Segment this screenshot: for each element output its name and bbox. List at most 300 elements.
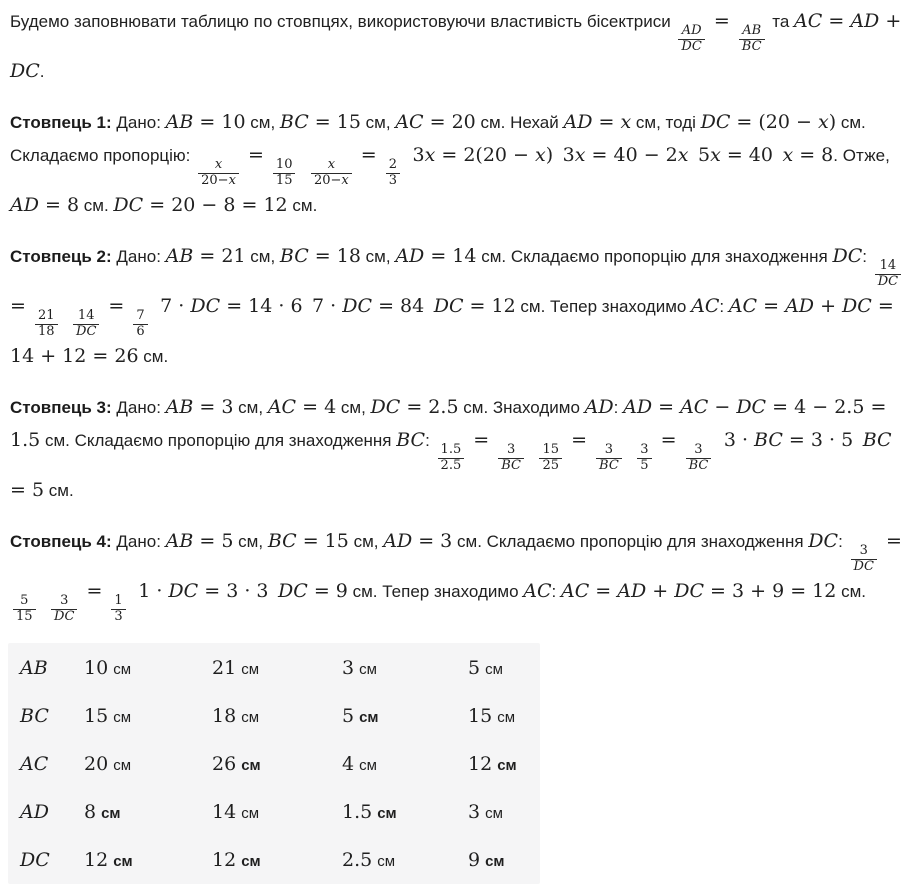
math-expression — [396, 429, 425, 451]
math-variable: x — [574, 144, 586, 167]
cell-unit: см — [113, 853, 133, 871]
math-variable: BC — [741, 39, 762, 55]
math-variable: BC — [599, 458, 619, 474]
cell-unit: см — [377, 805, 397, 823]
math-number: 7 · — [150, 295, 191, 318]
math-variable: BC — [501, 458, 521, 474]
cell-value: 3 — [468, 801, 481, 824]
table-cell-given — [212, 705, 342, 727]
math-variable: AB — [165, 396, 194, 419]
math-variable: BC — [279, 111, 309, 134]
math-variable: DC — [76, 324, 97, 340]
fraction-denominator — [686, 458, 712, 474]
math-number: ) 3 — [545, 144, 575, 167]
table-cell-given — [342, 753, 468, 775]
cell-unit: см — [359, 661, 377, 679]
cell-unit: см — [113, 661, 131, 679]
fraction-denominator — [851, 559, 877, 575]
math-variable: BC — [279, 245, 309, 268]
math-number: = 15 — [296, 530, 349, 553]
math-fraction — [678, 24, 704, 55]
fraction-denominator — [13, 609, 36, 625]
math-fraction — [198, 158, 239, 189]
math-number: 1 · — [128, 580, 169, 603]
math-variable: AD — [395, 245, 425, 268]
table-cell-computed — [468, 849, 540, 871]
math-number: = 15 — [308, 111, 361, 134]
math-expression — [166, 111, 246, 133]
fraction-denominator — [311, 173, 352, 189]
math-number: = — [652, 396, 681, 419]
math-variable: BC — [862, 429, 892, 452]
math-number: = — [80, 580, 109, 603]
math-expression — [166, 530, 234, 552]
cell-value: 2.5 — [342, 849, 373, 872]
fraction-numerator — [739, 24, 764, 39]
math-number: = 4 − 2.5 = 1.5 — [10, 396, 887, 452]
fraction-numerator — [438, 443, 465, 458]
math-number: 15 — [542, 442, 560, 458]
math-number — [298, 144, 308, 166]
math-fraction — [739, 24, 765, 55]
math-number: 3 — [60, 593, 69, 609]
math-variable: DC — [832, 245, 863, 268]
math-expression — [355, 144, 383, 166]
math-expression — [268, 396, 336, 418]
math-number: = 40 − 2 — [585, 144, 678, 167]
math-number: − — [708, 396, 737, 419]
math-expression — [61, 295, 71, 317]
math-number: 25 — [542, 458, 560, 474]
cell-unit: см — [377, 853, 396, 871]
math-expression — [10, 194, 79, 216]
cell-unit: см — [101, 805, 121, 823]
cell-unit: см — [113, 757, 131, 775]
paragraph-label: Стовпець 3: — [10, 398, 112, 418]
math-number: 5 — [20, 593, 29, 609]
math-expression — [565, 429, 593, 451]
math-number: 3 — [604, 442, 614, 458]
math-variable: AC — [728, 295, 758, 318]
fraction-numerator — [679, 24, 705, 39]
fraction-numerator — [212, 158, 225, 173]
fraction-numerator — [111, 594, 125, 609]
math-variable: DC — [168, 580, 199, 603]
math-variable: BC — [754, 429, 783, 452]
cell-value: 8 — [84, 801, 97, 824]
math-number: = — [354, 144, 383, 167]
math-number: 3 — [694, 442, 703, 458]
math-number: = 8 — [38, 194, 80, 217]
cell-value: 12 — [468, 753, 493, 776]
math-variable: x — [424, 144, 436, 167]
math-number: = — [707, 10, 736, 32]
math-number: 3 — [506, 442, 516, 458]
math-variable: AC — [395, 111, 424, 134]
math-number: = — [565, 429, 594, 452]
table-cell-computed — [468, 753, 540, 775]
math-expression — [10, 10, 901, 82]
table-cell-given — [468, 801, 540, 823]
fraction-denominator — [498, 458, 524, 474]
table-cell-given — [468, 657, 540, 679]
math-variable: BC — [688, 458, 709, 474]
math-number: = 8 — [793, 144, 834, 167]
solution-paragraph-column-4: Стовпець 4: Дано: AB = 5 см, BC = 15 см, AD = 3 см. Складаємо пропорцію для знаходження DC: $\frac{3}{DC}$ = $\frac{5}{15}$ $\frac{3}{DC}$ = $\frac{1}{3}$ 1 · DC = 3 · 3 DC = 9 см. Тепер знаходимо AC: AC = AD + DC = 3 + 9 = 12 см. — [10, 530, 902, 625]
math-variable: DC — [278, 580, 308, 603]
solution-paragraph-column-3: Стовпець 3: Дано: AB = 3 см, AC = 4 см, DC = 2.5 см. Знаходимо AD: AD = AC − DC = 4 − 2.5 = 1.5 см. Складаємо пропорцію для знаходження BC: $\frac{1.5}{2.5}$ = $\frac{3}{BC}$ $\frac{15}{25}$ = $\frac{3}{BC}$ $\frac{3}{5}$ = $\frac{3}{BC}$ 3 · BC = 3 · 5 BC = 5 см. — [10, 396, 892, 502]
cell-unit: см — [241, 661, 259, 679]
math-expression — [467, 429, 495, 451]
math-expression — [655, 429, 683, 451]
math-variable: x — [620, 111, 632, 134]
math-expression — [102, 295, 130, 317]
cell-unit: см — [241, 805, 259, 823]
table-cell-given — [212, 801, 342, 823]
math-variable: x — [782, 144, 794, 167]
math-expression — [395, 111, 475, 133]
math-variable: DC — [190, 295, 221, 318]
math-expression — [151, 295, 516, 317]
math-variable: DC — [113, 194, 144, 217]
fraction-numerator — [273, 158, 296, 173]
math-number: = 3 — [412, 530, 453, 553]
table-cell-given — [84, 753, 212, 775]
fraction-denominator — [273, 173, 296, 189]
fraction-denominator — [739, 39, 765, 55]
fraction-numerator — [57, 594, 71, 609]
cell-value: 5 — [468, 657, 481, 680]
cell-value: 9 — [468, 849, 481, 872]
math-number: 10 — [275, 157, 293, 173]
math-fraction — [111, 594, 125, 625]
math-number: = — [592, 111, 621, 134]
math-number: 3 — [640, 442, 649, 458]
math-number: = 3 — [193, 396, 234, 419]
cell-unit: см — [359, 757, 377, 775]
math-expression — [585, 396, 614, 418]
math-fraction — [311, 158, 352, 189]
math-variable: x — [228, 173, 236, 189]
row-label: AC — [20, 753, 49, 776]
cell-value: 15 — [468, 705, 493, 728]
fraction-denominator — [438, 458, 465, 474]
math-number: = 20 — [423, 111, 476, 134]
math-number: 2 — [388, 157, 398, 173]
fraction-denominator — [539, 458, 562, 474]
math-number: 18 — [37, 324, 55, 340]
math-fraction — [386, 158, 400, 189]
math-expression — [563, 111, 631, 133]
fraction-numerator — [325, 158, 338, 173]
math-variable: AD — [563, 111, 593, 134]
math-expression — [832, 245, 862, 267]
table-row — [20, 692, 540, 740]
math-number: = (20 − — [730, 111, 818, 134]
math-number: 20− — [313, 173, 342, 189]
math-expression — [691, 295, 719, 317]
math-number: = — [589, 580, 618, 603]
math-number: = 5 — [10, 479, 45, 502]
fraction-denominator — [73, 324, 99, 340]
cell-unit: см — [497, 709, 515, 727]
math-fraction — [875, 259, 901, 290]
results-table — [8, 643, 540, 884]
math-number: = 18 — [308, 245, 361, 268]
math-variable: DC — [681, 39, 702, 55]
math-fraction — [13, 594, 36, 625]
cell-value: 12 — [212, 849, 237, 872]
cell-value: 4 — [342, 753, 355, 776]
math-variable: AC — [267, 396, 297, 419]
math-variable: DC — [736, 396, 767, 419]
math-expression — [561, 580, 836, 602]
math-number: = — [879, 530, 902, 553]
fraction-denominator — [198, 173, 239, 189]
table-cell-computed — [342, 705, 468, 727]
table-cell-given — [342, 657, 468, 679]
math-number — [527, 429, 537, 451]
math-variable: AD — [785, 295, 815, 318]
math-expression — [523, 580, 551, 602]
table-row — [20, 836, 540, 884]
math-number: = — [654, 429, 683, 452]
table-cell-computed — [84, 801, 212, 823]
paragraph-label: Стовпець 1: — [10, 113, 112, 133]
math-expression — [383, 530, 452, 552]
fraction-denominator — [111, 609, 125, 625]
math-number: 3 — [859, 543, 868, 559]
math-number: = 20 − 8 = 12 — [143, 194, 288, 217]
math-number: = 4 — [296, 396, 337, 419]
math-number: 5 — [640, 458, 649, 474]
math-expression — [39, 580, 49, 602]
math-expression — [113, 194, 287, 216]
cell-value: 12 — [84, 849, 109, 872]
math-expression — [880, 530, 902, 552]
row-label: AB — [20, 657, 48, 680]
math-number: = 5 — [193, 530, 234, 553]
math-fraction — [73, 309, 99, 340]
math-number: 1.5 — [440, 442, 462, 458]
math-expression — [395, 245, 476, 267]
math-expression — [166, 396, 234, 418]
math-variable: AC — [794, 10, 823, 32]
math-variable: DC — [674, 580, 704, 603]
math-expression — [298, 144, 308, 166]
math-variable: AC — [691, 295, 720, 318]
fraction-numerator — [504, 443, 518, 458]
math-number: + — [879, 10, 902, 32]
table-row — [20, 740, 540, 788]
math-expression — [10, 295, 32, 317]
row-label: AD — [20, 801, 49, 824]
math-variable: AD — [681, 23, 702, 39]
cell-unit: см — [241, 757, 261, 775]
math-variable: AC — [680, 396, 709, 419]
math-expression — [280, 111, 361, 133]
math-variable: AD — [584, 396, 614, 419]
cell-value: 3 — [342, 657, 355, 680]
math-number: = — [757, 295, 786, 318]
fraction-denominator — [386, 173, 400, 189]
math-fraction — [133, 309, 147, 340]
math-number: 3 — [403, 144, 425, 167]
math-expression — [808, 530, 838, 552]
math-variable: AC — [523, 580, 552, 603]
math-variable: DC — [342, 295, 373, 318]
math-number: = 2.5 — [400, 396, 459, 419]
table-cell-computed — [342, 801, 468, 823]
math-expression — [371, 396, 459, 418]
intro-paragraph: Будемо заповнювати таблицю по стовпцях, використовуючи властивість бісектриси $\frac{AD}{DC}$ = $\frac{AB}{BC}$ та AC = AD + DC. — [10, 10, 902, 83]
fraction-numerator — [877, 259, 900, 274]
math-expression — [268, 530, 349, 552]
math-number — [39, 580, 49, 602]
math-number: = 3 + 9 = 12 — [704, 580, 837, 603]
math-number: = 14 + 12 = 26 — [10, 295, 894, 368]
math-variable: x — [327, 157, 336, 173]
math-fraction — [498, 443, 524, 474]
math-number: = — [10, 295, 32, 318]
table-row — [20, 788, 540, 836]
math-number: 21 — [37, 308, 55, 324]
math-number: 7 — [136, 308, 145, 324]
cell-unit: см — [485, 853, 505, 871]
math-number — [61, 295, 71, 317]
fraction-denominator — [35, 324, 58, 340]
fraction-numerator — [691, 443, 705, 458]
math-number: = 12 — [463, 295, 516, 318]
math-number: = 2(20 − — [435, 144, 536, 167]
math-expression — [166, 245, 246, 267]
math-variable: x — [341, 173, 349, 189]
cell-value: 18 — [212, 705, 237, 728]
fraction-numerator — [133, 309, 147, 324]
fraction-numerator — [602, 443, 616, 458]
cell-value: 26 — [212, 753, 237, 776]
math-variable: DC — [842, 295, 872, 318]
math-number: 15 — [275, 173, 293, 189]
math-number: 20− — [201, 173, 229, 189]
math-variable: AB — [165, 530, 194, 553]
math-fraction — [438, 443, 465, 474]
math-variable: BC — [396, 429, 426, 452]
fraction-denominator — [875, 274, 901, 290]
math-variable: AD — [623, 396, 653, 419]
table-cell-computed — [84, 849, 212, 871]
math-number: = — [102, 295, 131, 318]
math-variable: AB — [165, 245, 194, 268]
math-variable: DC — [877, 274, 899, 290]
cell-unit: см — [485, 805, 503, 823]
cell-unit: см — [113, 709, 131, 727]
solution-paragraph-column-2: Стовпець 2: Дано: AB = 21 см, BC = 18 см, AD = 14 см. Складаємо пропорцію для знаходження DC: $\frac{14}{DC}$ = $\frac{21}{18}$ $\frac{14}{DC}$ = $\frac{7}{6}$ 7 · DC = 14 · 6 7 · DC = 84 DC = 12 см. Тепер знаходимо AC: AC = AD + DC = 14 + 12 = 26 см. — [10, 240, 905, 373]
fraction-numerator — [386, 158, 400, 173]
table-cell-given — [468, 705, 540, 727]
math-variable: AD — [850, 10, 880, 32]
math-variable: AB — [165, 111, 194, 134]
math-variable: x — [677, 144, 689, 167]
fraction-denominator — [133, 324, 147, 340]
fraction-numerator — [539, 443, 562, 458]
math-expression — [708, 10, 736, 32]
fraction-denominator — [637, 458, 651, 474]
math-variable: x — [214, 157, 223, 173]
row-label: BC — [20, 705, 49, 728]
math-variable: AD — [617, 580, 647, 603]
math-variable: x — [817, 111, 829, 134]
math-number: 15 — [16, 609, 33, 625]
math-expression — [625, 429, 635, 451]
math-number: = 3 · 5 — [782, 429, 863, 452]
fraction-denominator — [596, 458, 622, 474]
cell-unit: см — [497, 757, 517, 775]
cell-value: 15 — [84, 705, 109, 728]
fraction-numerator — [637, 443, 651, 458]
math-variable: AD — [383, 530, 413, 553]
math-number: = — [467, 429, 496, 452]
math-fraction — [35, 309, 58, 340]
math-number: = 14 · 6 7 · — [220, 295, 343, 318]
math-variable: AB — [742, 23, 762, 39]
math-fraction — [596, 443, 622, 474]
math-fraction — [51, 594, 77, 625]
math-variable: DC — [54, 609, 75, 625]
math-number: 14 — [77, 308, 95, 324]
math-variable: DC — [853, 559, 874, 575]
table-cell-given — [212, 657, 342, 679]
math-number: = 9 — [307, 580, 348, 603]
math-number: 3 — [114, 609, 123, 625]
cell-unit: см — [485, 661, 503, 679]
cell-unit: см — [241, 709, 259, 727]
math-expression — [701, 111, 837, 133]
cell-value: 10 — [84, 657, 109, 680]
math-number: 3 · — [714, 429, 755, 452]
row-label: DC — [20, 849, 50, 872]
table-cell-given — [84, 657, 212, 679]
math-number: = 84 — [372, 295, 434, 318]
math-fraction — [637, 443, 651, 474]
math-variable: BC — [267, 530, 297, 553]
table-cell-given — [84, 705, 212, 727]
math-variable: DC — [433, 295, 464, 318]
math-number: 1 — [114, 593, 123, 609]
math-variable: DC — [370, 396, 401, 419]
fraction-denominator — [51, 609, 77, 625]
math-expression — [129, 580, 348, 602]
table-cell-computed — [212, 753, 342, 775]
math-expression — [80, 580, 108, 602]
solution-paragraph-column-1: Стовпець 1: Дано: AB = 10 см, BC = 15 см, AC = 20 см. Нехай AD = x см, тоді DC = (20 − x) см. Складаємо пропорцію: $\frac{x}{20-x}$ = $\frac{10}{15}$ $\frac{x}{20-x}$ = $\frac{2}{3}$ 3x = 2(20 − x) 3x = 40 − 2x 5x = 40 x = 8. Отже, AD = 8 см. DC = 20 − 8 = 12 см. — [10, 111, 890, 217]
math-number: = — [241, 144, 270, 167]
math-number: 14 — [879, 258, 897, 274]
cell-value: 1.5 — [342, 801, 373, 824]
cell-value: 20 — [84, 753, 109, 776]
table-cell-given — [342, 849, 468, 871]
table-row — [20, 644, 540, 692]
fraction-numerator — [17, 594, 31, 609]
cell-value: 14 — [212, 801, 237, 824]
cell-value: 5 — [342, 705, 355, 728]
math-number: 5 — [688, 144, 711, 167]
math-expression — [403, 144, 833, 166]
math-number: = — [822, 10, 851, 32]
math-variable: x — [710, 144, 721, 167]
math-fraction — [686, 443, 712, 474]
math-number: = 21 — [193, 245, 246, 268]
